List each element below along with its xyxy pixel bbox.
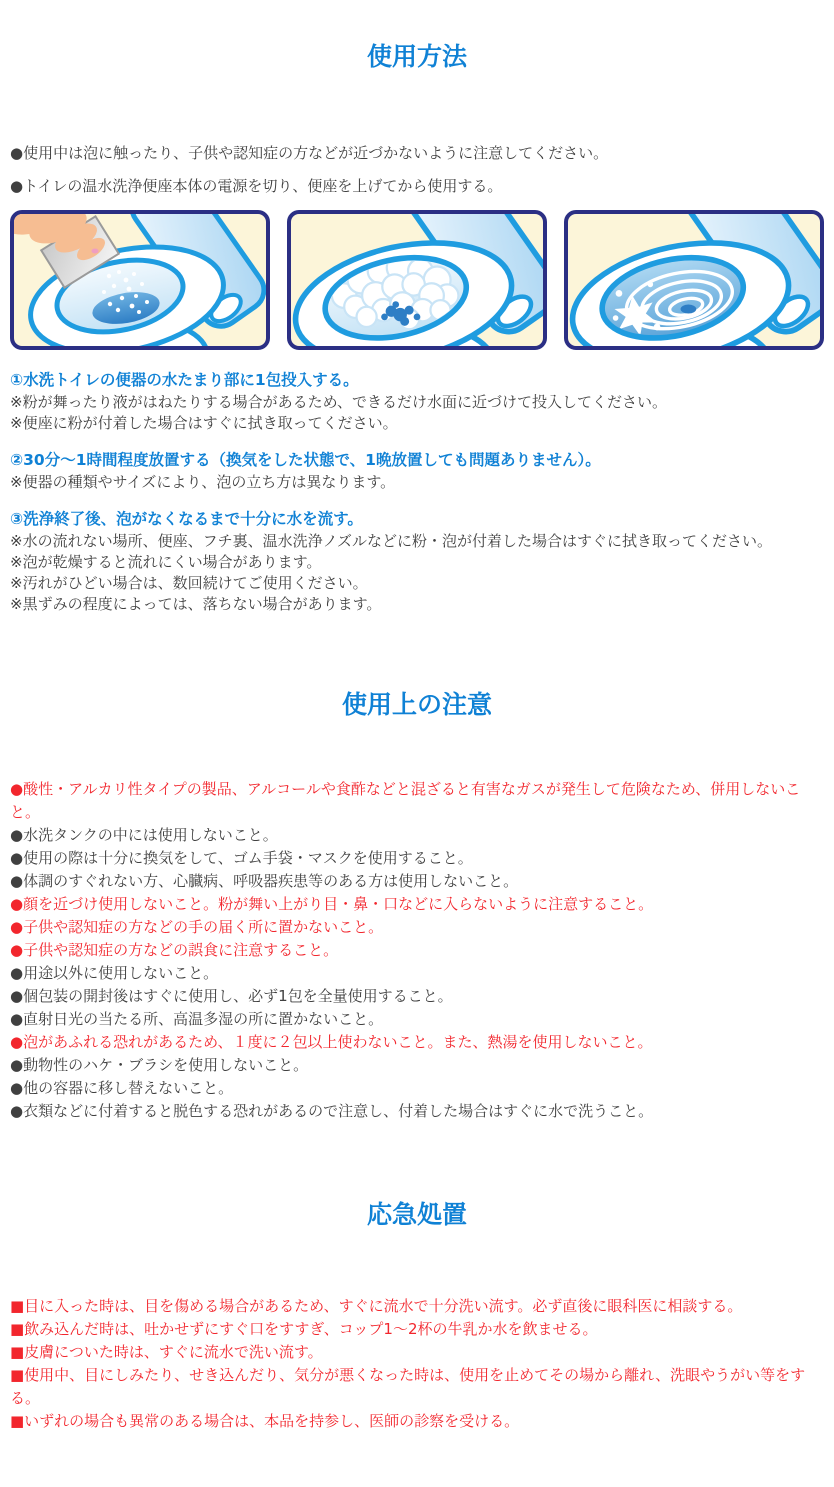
step-note: ※便器の種類やサイズにより、泡の立ち方は異なります。 bbox=[10, 473, 396, 491]
step-note: ※黒ずみの程度によっては、落ちない場合があります。 bbox=[10, 595, 382, 613]
section-title-firstaid: 応急処置 bbox=[366, 1200, 467, 1229]
caution-item: ●水洗タンクの中には使用しないこと。 bbox=[10, 826, 278, 844]
step-heading: ③洗浄終了後、泡がなくなるまで十分に水を流す。 bbox=[10, 510, 363, 528]
pour-packet-illustration-svg bbox=[14, 214, 266, 346]
caution-item: ●泡があふれる恐れがあるため、１度に２包以上使わないこと。また、熱湯を使用しないこと。 bbox=[10, 1033, 653, 1051]
caution-item: ●酸性・アルカリ性タイプの製品、アルコールや食酢などと混ざると有害なガスが発生して危険なため、併用しないこと。 bbox=[10, 780, 801, 821]
caution-item: ●子供や認知症の方などの手の届く所に置かないこと。 bbox=[10, 918, 384, 936]
usage-steps bbox=[10, 368, 824, 615]
fingernail bbox=[92, 249, 99, 254]
section-title-caution: 使用上の注意 bbox=[341, 690, 492, 719]
section-title-usage: 使用方法 bbox=[366, 42, 467, 71]
caution-item: ●使用の際は十分に換気をして、ゴム手袋・マスクを使用すること。 bbox=[10, 849, 473, 867]
caution-item: ●他の容器に移し替えないこと。 bbox=[10, 1079, 234, 1097]
firstaid-item: ■目に入った時は、目を傷める場合があるため、すぐに流水で十分洗い流す。必ず直後に眼科医に相談する。 bbox=[10, 1297, 743, 1315]
firstaid-item: ■いずれの場合も異常のある場合は、本品を持参し、医師の診察を受ける。 bbox=[10, 1412, 520, 1430]
caution-item: ●直射日光の当たる所、高温多湿の所に置かないこと。 bbox=[10, 1010, 384, 1028]
firstaid-item: ■使用中、目にしみたり、せき込んだり、気分が悪くなった時は、使用を止めてその場から離れ、洗眼やうがい等をする。 bbox=[10, 1366, 806, 1407]
caution-item: ●動物性のハケ・ブラシを使用しないこと。 bbox=[10, 1056, 309, 1074]
flush-illustration-svg bbox=[568, 214, 820, 346]
step-note: ※泡が乾燥すると流れにくい場合があります。 bbox=[10, 553, 322, 571]
caution-item: ●個包装の開封後はすぐに使用し、必ず1包を全量使用すること。 bbox=[10, 987, 453, 1005]
step-heading: ②30分～1時間程度放置する（換気をした状態で、1晩放置しても問題ありません）。 bbox=[10, 451, 601, 469]
caution-item: ●体調のすぐれない方、心臓病、呼吸器疾患等のある方は使用しないこと。 bbox=[10, 872, 519, 890]
illustration-pour-packet-into-bowl bbox=[10, 210, 270, 350]
usage-step-2 bbox=[10, 448, 824, 493]
usage-lead-note: ●トイレの温水洗浄便座本体の電源を切り、便座を上げてから使用する。 bbox=[10, 177, 503, 195]
firstaid-item: ■飲み込んだ時は、吐かせずにすぐ口をすすぎ、コップ1～2杯の牛乳か水を飲ませる。 bbox=[10, 1320, 598, 1338]
step-note: ※汚れがひどい場合は、数回続けてご使用ください。 bbox=[10, 574, 368, 592]
usage-lead-note: ●使用中は泡に触ったり、子供や認知症の方などが近づかないように注意してください。 bbox=[10, 144, 609, 162]
illustration-flush-swirl-water bbox=[564, 210, 824, 350]
caution-item: ●衣類などに付着すると脱色する恐れがあるので注意し、付着した場合はすぐに水で洗うこと。 bbox=[10, 1102, 654, 1120]
caution-item: ●用途以外に使用しないこと。 bbox=[10, 964, 219, 982]
step-note: ※便座に粉が付着した場合はすぐに拭き取ってください。 bbox=[10, 414, 398, 432]
foam-illustration-svg bbox=[291, 214, 543, 346]
caution-list bbox=[10, 778, 824, 1123]
caution-item: ●顔を近づけ使用しないこと。粉が舞い上がり目・鼻・口などに入らないように注意すること。 bbox=[10, 895, 654, 913]
firstaid-list bbox=[10, 1295, 824, 1433]
instruction-illustrations bbox=[10, 210, 824, 350]
step-heading: ①水洗トイレの便器の水たまり部に1包投入する。 bbox=[10, 371, 359, 389]
usage-step-3 bbox=[10, 507, 824, 615]
firstaid-item: ■皮膚についた時は、すぐに流水で洗い流す。 bbox=[10, 1343, 323, 1361]
illustration-foam-covers-bowl bbox=[287, 210, 547, 350]
usage-lead-notes bbox=[10, 142, 824, 198]
caution-item: ●子供や認知症の方などの誤食に注意すること。 bbox=[10, 941, 339, 959]
step-note: ※粉が舞ったり液がはねたりする場合があるため、できるだけ水面に近づけて投入してください。 bbox=[10, 393, 667, 411]
step-note: ※水の流れない場所、便座、フチ裏、温水洗浄ノズルなどに粉・泡が付着した場合はすぐに拭き取ってください。 bbox=[10, 532, 772, 550]
usage-step-1 bbox=[10, 368, 824, 434]
